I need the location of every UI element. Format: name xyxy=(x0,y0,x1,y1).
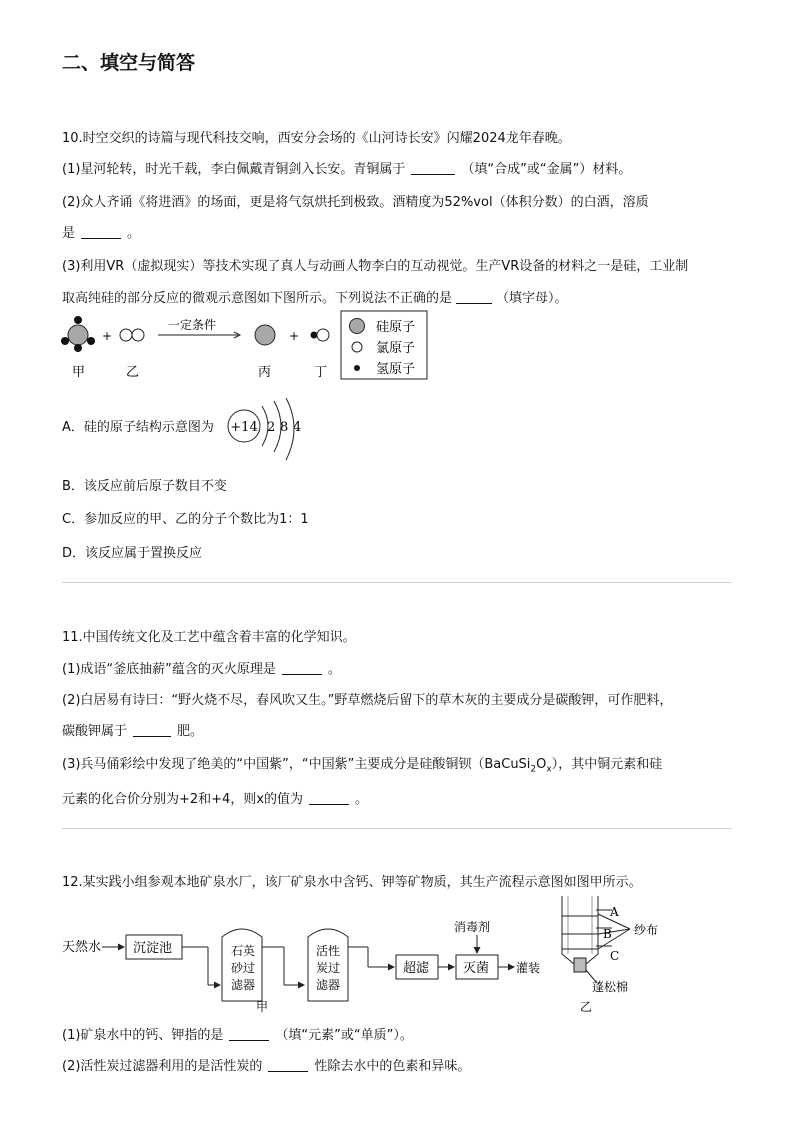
flow-step-carbon-2: 炭过 xyxy=(316,961,341,975)
q11-part1 xyxy=(62,658,341,677)
q10-part3-text-b1: 取高纯硅的部分反应的微观示意图如下图所示。下列说法不正确的是 xyxy=(62,291,453,306)
q11-part3-text-b1: 元素的化合价分别为+2和+4，则x的值为 xyxy=(62,792,304,807)
flow-step-carbon-3: 滤器 xyxy=(316,978,341,992)
q10-part1-text-a: (1)星河轮转，时光千载，李白佩戴青铜剑入长安。青铜属于 xyxy=(62,162,406,177)
answer-blank[interactable] xyxy=(229,1040,269,1041)
subscript-2: 2 xyxy=(530,764,537,775)
atom-nucleus-charge: +14 xyxy=(230,420,258,435)
q10-part3-line2 xyxy=(62,287,568,306)
label-yi: 乙 xyxy=(126,365,140,380)
molecule-yi xyxy=(120,329,144,341)
q11-part3-line2 xyxy=(62,788,368,807)
q11-part2-text-b1: 碳酸钾属于 xyxy=(62,724,128,739)
q12-stem: 12.某实践小组参观本地矿泉水厂，该厂矿泉水中含钙、钾等矿物质，其生产流程示意图如图甲所示。 xyxy=(62,875,642,890)
q11-part3-text-b2: 。 xyxy=(355,792,369,807)
shell-electrons-2: 8 xyxy=(280,420,289,435)
simple-water-filter xyxy=(546,894,676,1018)
flow-disinfectant: 消毒剂 xyxy=(454,920,491,934)
q11-stem: 11.中国传统文化及工艺中蕴含着丰富的化学知识。 xyxy=(62,630,356,645)
q11-part2-line1: (2)白居易有诗曰：“野火烧不尽，春风吹又生。”野草燃烧后留下的草木灰的主要成分是碳酸钾，可作肥料， xyxy=(62,693,673,708)
q12-part2-text-a: (2)活性炭过滤器利用的是活性炭的 xyxy=(62,1059,263,1074)
layer-b-label: B xyxy=(603,927,612,941)
flow-end-bottling: 灌装 xyxy=(516,961,541,975)
q12-part2 xyxy=(62,1055,470,1074)
legend-silicon: 硅原子 xyxy=(376,320,416,335)
q10-part2-text-b2: 。 xyxy=(127,226,141,241)
reaction-diagram xyxy=(58,308,430,388)
q10-part3-text-b2: （填字母）。 xyxy=(496,291,568,306)
divider xyxy=(62,828,732,829)
molecule-ding xyxy=(311,329,330,341)
flow-label-jia: 甲 xyxy=(256,1000,269,1014)
divider xyxy=(62,582,732,583)
answer-blank[interactable] xyxy=(456,303,492,304)
plus-sign-2: + xyxy=(289,329,300,343)
q12-part2-text-b: 性除去水中的色素和异味。 xyxy=(314,1059,471,1074)
q11-part2-line2 xyxy=(62,720,203,739)
q10-option-a: A．硅的原子结构示意图为 xyxy=(62,420,214,435)
q11-part1-text-a: (1)成语“釜底抽薪”蕴含的灭火原理是 xyxy=(62,662,276,677)
legend-chlorine: 氯原子 xyxy=(376,341,416,356)
reaction-condition: 一定条件 xyxy=(168,318,217,332)
gauze-label: 纱布 xyxy=(634,923,659,937)
q10-part3-line1: (3)利用VR（虚拟现实）等技术实现了真人与动画人物李白的互动视觉。生产VR设备的材料之一是硅，工业制 xyxy=(62,259,689,274)
q10-part1-text-b: （填“合成”或“金属”）材料。 xyxy=(461,162,632,177)
layer-a-label: A xyxy=(610,905,619,919)
diagram-legend xyxy=(341,311,427,379)
answer-blank[interactable] xyxy=(411,174,455,175)
q10-option-b: B．该反应前后原子数目不变 xyxy=(62,479,227,494)
flow-step-carbon-1: 活性 xyxy=(316,944,341,958)
q11-part1-text-b: 。 xyxy=(327,662,341,677)
q12-part1-text-a: (1)矿泉水中的钙、钾指的是 xyxy=(62,1028,224,1043)
q11-part3-text-a1: (3)兵马俑彩绘中发现了绝美的“中国紫”，“中国紫”主要成分是硅酸铜钡（BaCuSi xyxy=(62,757,531,772)
q10-part2-line1: (2)众人齐诵《将进酒》的场面，更是将气氛烘托到极致。酒精度为52%vol（体积分数）的白酒，溶质 xyxy=(62,195,649,210)
q10-option-c: C．参加反应的甲、乙的分子个数比为1：1 xyxy=(62,512,309,527)
silicon-atom-structure xyxy=(224,398,314,466)
flow-step-sedimentation: 沉淀池 xyxy=(133,941,173,956)
flow-step-quartz-1: 石英 xyxy=(231,944,256,958)
flow-step-ultrafiltration: 超滤 xyxy=(403,961,430,976)
q11-part3-line1 xyxy=(62,753,662,775)
flow-step-quartz-3: 滤器 xyxy=(231,978,256,992)
q11-part3-text-a2: O xyxy=(536,757,547,772)
cotton-label: 蓬松棉 xyxy=(592,980,629,994)
production-flow-diagram xyxy=(58,917,544,1015)
q10-option-d: D．该反应属于置换反应 xyxy=(62,546,203,561)
label-jia: 甲 xyxy=(72,365,86,380)
plus-sign-1: + xyxy=(102,329,113,343)
q10-part1 xyxy=(62,158,631,177)
shell-electrons-3: 4 xyxy=(293,420,302,435)
section-title: 二、填空与简答 xyxy=(62,52,196,74)
atom-bing xyxy=(255,325,275,345)
answer-blank[interactable] xyxy=(133,736,171,737)
answer-blank[interactable] xyxy=(268,1071,308,1072)
shell-electrons-1: 2 xyxy=(267,420,276,435)
q11-part2-text-b2: 肥。 xyxy=(177,724,204,739)
flow-step-sterilization: 灭菌 xyxy=(463,961,490,976)
answer-blank[interactable] xyxy=(282,674,322,675)
flow-source: 天然水 xyxy=(62,940,102,955)
label-bing: 丙 xyxy=(258,365,272,380)
molecule-jia xyxy=(61,316,95,352)
cotton-plug xyxy=(574,958,586,972)
q11-part3-text-a3: ），其中铜元素和硅 xyxy=(551,757,663,772)
answer-blank[interactable] xyxy=(81,238,121,239)
legend-hydrogen: 氢原子 xyxy=(376,362,416,377)
flow-step-quartz-2: 砂过 xyxy=(231,961,256,975)
layer-c-label: C xyxy=(610,949,620,963)
subscript-x: x xyxy=(546,764,552,775)
q10-stem: 10.时空交织的诗篇与现代科技交响，西安分会场的《山河诗长安》闪耀2024龙年春晚。 xyxy=(62,131,571,146)
answer-blank[interactable] xyxy=(309,804,349,805)
filter-label-yi: 乙 xyxy=(580,1000,593,1014)
q10-part2-line2 xyxy=(62,222,140,241)
q12-part1 xyxy=(62,1024,413,1043)
q12-part1-text-b: （填“元素”或“单质”）。 xyxy=(275,1028,413,1043)
q10-part2-text-b1: 是 xyxy=(62,226,76,241)
label-ding: 丁 xyxy=(314,365,328,380)
